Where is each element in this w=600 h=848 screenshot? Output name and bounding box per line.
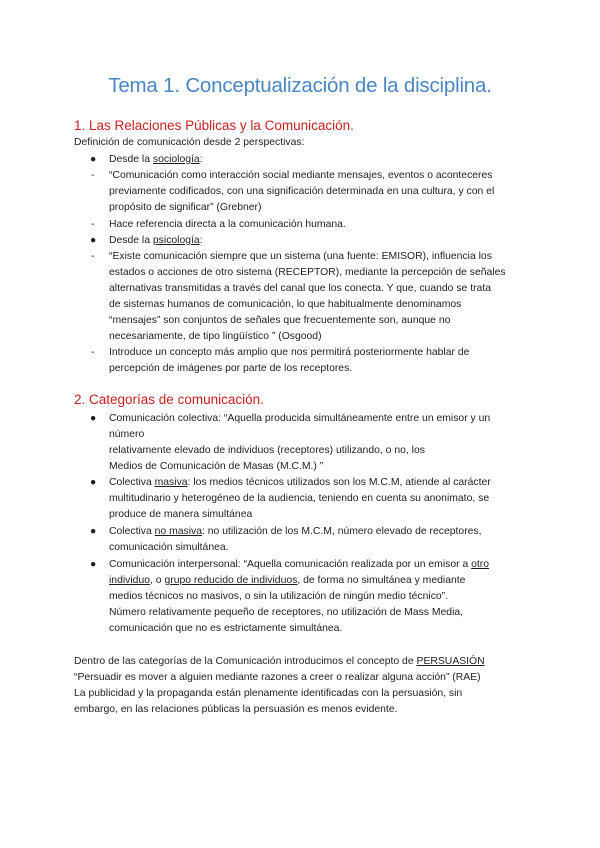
quote-osgood-line-5: “mensajes” son conjuntos de señales que frecuentemente son, aunque no [109, 315, 451, 326]
item-interpersonal-line-4: Número relativamente pequeño de receptores, no utilización de Mass Media, [109, 607, 464, 618]
quote-osgood-line-2: estados o acciones de otro sistema (RECEPTOR), mediante la percepción de señales [109, 267, 506, 278]
item-no-masiva-line-2: comunicación simultánea. [109, 542, 229, 553]
quote-osgood-line-3: alternativas transmitidas a través del canal que los conecta. Y que, cuando se trata [109, 283, 491, 294]
item-masiva-line-2: multitudinario y heterogéneo de la audiencia, teniendo en cuenta su anonimato, se [109, 493, 490, 504]
individuo-underlined: individuo [109, 575, 151, 586]
bullet-sociologia: Desde la sociología: [109, 154, 203, 165]
item-no-masiva-line-1: Colectiva no masiva: no utilización de los M.C.M, número elevado de receptores, [109, 526, 482, 537]
note-imagenes-line-2: percepción de imágenes por parte de los receptores. [109, 363, 353, 374]
psicologia-underlined: psicología [152, 235, 200, 246]
note-comunicacion-humana: Hace referencia directa a la comunicación humana. [109, 219, 346, 230]
otro-underlined: otro [471, 559, 490, 570]
note-imagenes-line-1: Introduce un concepto más amplio que nos permitirá posteriormente hablar de [109, 347, 470, 358]
item-masiva-line-3: produce de manera simultánea [109, 509, 253, 520]
dash-marker: - [91, 219, 95, 230]
dash-marker: - [91, 347, 95, 358]
section-1-intro: Definición de comunicación desde 2 perspectivas: [74, 137, 305, 148]
section-2-heading: 2. Categorías de comunicación. [74, 392, 264, 407]
quote-osgood-line-6: necesariamente, de tipo lingüístico ” (Osgood) [109, 331, 322, 342]
bullet-psicologia: Desde la psicología: [109, 235, 203, 246]
item-colectiva-line-3: relativamente elevado de individuos (receptores) utilizando, o no, los [109, 445, 425, 456]
item-interpersonal-line-1: Comunicación interpersonal: “Aquella comunicación realizada por un emisor a otro [109, 559, 490, 570]
quote-osgood-line-1: “Existe comunicación siempre que un sistema (una fuente: EMISOR), influencia los [109, 251, 492, 262]
item-colectiva-line-1: Comunicación colectiva: “Aquella producida simultáneamente entre un emisor y un [109, 413, 491, 424]
item-interpersonal-line-3: medios técnicos no masivos, o sin la utilización de ningún medio técnico”. [109, 591, 449, 602]
persuasion-underlined: PERSUASIÓN [416, 656, 485, 667]
sociologia-underlined: sociología [152, 154, 200, 165]
bullet-marker: ● [90, 526, 97, 537]
closing-line-3: La publicidad y la propaganda están plenamente identificadas con la persuasión, sin [74, 688, 463, 699]
bullet-marker: ● [90, 154, 97, 165]
grupo-reducido-underlined: grupo reducido de individuos [164, 575, 298, 586]
item-colectiva-line-4: Medios de Comunicación de Masas (M.C.M.) ” [109, 461, 324, 472]
quote-grebner-line-3: propósito de significar” (Grebner) [109, 202, 262, 213]
dash-marker: - [91, 251, 95, 262]
bullet-marker: ● [90, 477, 97, 488]
bullet-marker: ● [90, 413, 97, 424]
masiva-underlined: masiva [154, 477, 188, 488]
no-masiva-underlined: no masiva [154, 526, 202, 537]
closing-line-2: “Persuadir es mover a alguien mediante razones a creer o realizar alguna acción” (RAE) [74, 672, 481, 683]
bullet-marker: ● [90, 559, 97, 570]
closing-line-1: Dentro de las categorías de la Comunicación introducimos el concepto de PERSUASIÓN [74, 656, 485, 667]
item-interpersonal-line-5: comunicación que no es estrictamente simultánea. [109, 623, 343, 634]
page-title: Tema 1. Conceptualización de la disciplina. [108, 74, 492, 97]
quote-grebner-line-1: “Comunicación como interacción social mediante mensajes, eventos o aconteceres [109, 170, 493, 181]
bullet-marker: ● [90, 235, 97, 246]
closing-line-4: embargo, en las relaciones públicas la persuasión es menos evidente. [74, 704, 398, 715]
item-interpersonal-line-2: individuo, o grupo reducido de individuos, de forma no simultánea y mediante [109, 575, 466, 586]
dash-marker: - [91, 170, 95, 181]
item-masiva-line-1: Colectiva masiva: los medios técnicos utilizados son los M.C.M, atiende al carácter [109, 477, 491, 488]
quote-osgood-line-4: de sistemas humanos de comunicación, lo que habitualmente denominamos [109, 299, 462, 310]
item-colectiva-line-2: número [109, 429, 145, 440]
section-1-heading: 1. Las Relaciones Públicas y la Comunicación. [74, 118, 354, 133]
quote-grebner-line-2: previamente codificados, con una significación determinada en una cultura, y con el [109, 186, 495, 197]
